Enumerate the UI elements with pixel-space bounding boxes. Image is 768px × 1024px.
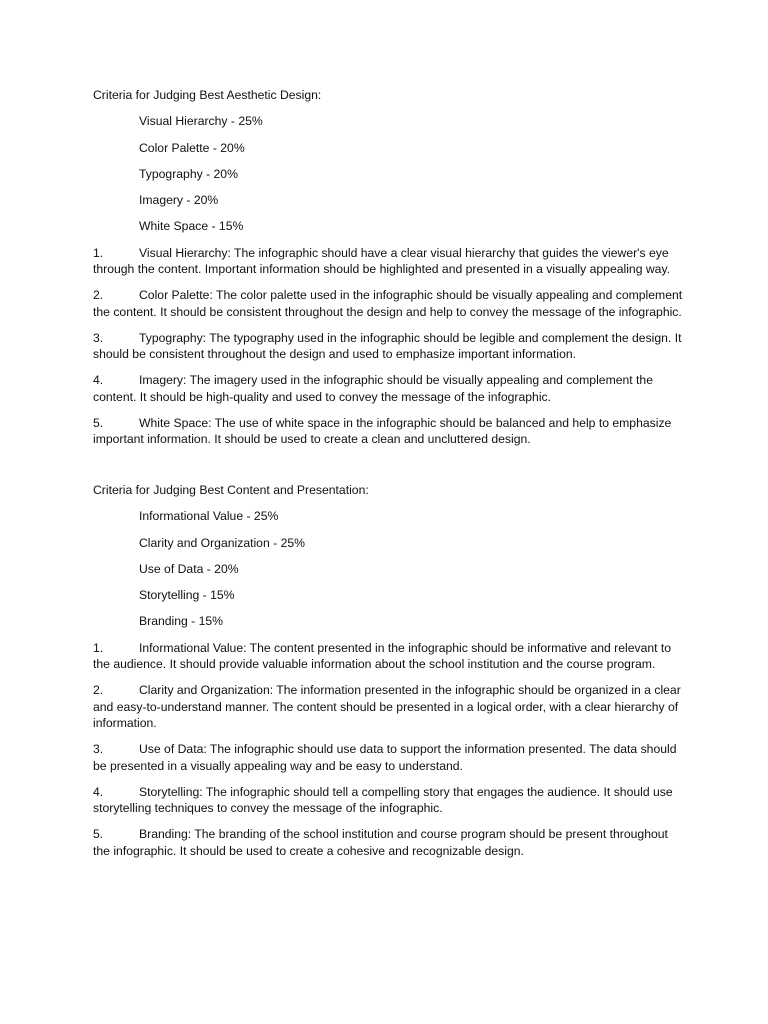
item-number: 1. <box>93 245 104 260</box>
item-text: Imagery: The imagery used in the infographic should be visually appealing and complement the content. It should be high-quality and used to convey the message of the infographic. <box>93 373 653 404</box>
item-number: 5. <box>93 415 104 430</box>
criteria-description-item <box>93 372 685 405</box>
document-page <box>93 87 685 859</box>
item-number: 5. <box>93 827 104 842</box>
criteria-description-item <box>93 287 685 320</box>
item-number: 2. <box>93 683 104 698</box>
item-text: Informational Value: The content presented in the infographic should be informative and relevant to the audience. It should provide valuable information about the school institution and the course program. <box>93 640 672 672</box>
section-spacer <box>93 448 685 482</box>
criteria-weight-item: Storytelling - 15% <box>139 588 235 603</box>
item-number: 4. <box>93 373 104 388</box>
section-heading: Criteria for Judging Best Content and Presentation: <box>93 482 369 497</box>
item-text: Clarity and Organization: The information presented in the infographic should be organized in a clear and easy-to-understand manner. The content should be presented in a logical order, with a clear hierarchy of information. <box>93 683 681 731</box>
item-text: Visual Hierarchy: The infographic should have a clear visual hierarchy that guides the viewer's eye through the content. Important information should be highlighted and presented in a visually appealing way. <box>93 245 671 277</box>
criteria-weight-item: Visual Hierarchy - 25% <box>139 114 263 129</box>
criteria-weight-item: White Space - 15% <box>139 219 244 234</box>
item-number: 3. <box>93 742 104 757</box>
criteria-description-item <box>93 826 685 859</box>
criteria-weight-item: Typography - 20% <box>139 166 238 181</box>
criteria-weight-item: Clarity and Organization - 25% <box>139 535 305 550</box>
item-number: 2. <box>93 288 104 303</box>
item-text: Storytelling: The infographic should tell a compelling story that engages the audience. It should use storytelling techniques to convey the message of the infographic. <box>93 784 673 816</box>
criteria-description-item <box>93 682 685 732</box>
criteria-weight-item: Informational Value - 25% <box>139 509 279 524</box>
criteria-weight-item: Branding - 15% <box>139 614 224 629</box>
item-number: 3. <box>93 330 104 345</box>
section-content-presentation <box>93 482 685 860</box>
criteria-description-item <box>93 640 685 673</box>
item-text: Use of Data: The infographic should use data to support the information presented. The data should be presented in a visually appealing way and be easy to understand. <box>93 742 677 773</box>
criteria-description-item <box>93 245 685 278</box>
criteria-weight-item: Use of Data - 20% <box>139 561 239 576</box>
item-number: 1. <box>93 640 104 655</box>
criteria-weight-item: Imagery - 20% <box>139 193 219 208</box>
item-text: White Space: The use of white space in the infographic should be balanced and help to emphasize important information. It should be used to create a clean and uncluttered design. <box>93 415 672 447</box>
item-text: Typography: The typography used in the infographic should be legible and complement the design. It should be consistent throughout the design and used to emphasize important information. <box>93 330 682 362</box>
criteria-weight-item: Color Palette - 20% <box>139 140 245 155</box>
item-text: Color Palette: The color palette used in the infographic should be visually appealing and complement the content. It should be consistent throughout the design and help to convey the message of the infographic. <box>93 288 683 319</box>
criteria-description-item <box>93 415 685 448</box>
criteria-description-item <box>93 741 685 774</box>
section-heading: Criteria for Judging Best Aesthetic Design: <box>93 88 322 102</box>
item-number: 4. <box>93 784 104 799</box>
item-text: Branding: The branding of the school institution and course program should be present throughout the infographic. It should be used to create a cohesive and recognizable design. <box>93 827 668 858</box>
criteria-description-item <box>93 784 685 817</box>
criteria-description-item <box>93 330 685 363</box>
section-aesthetic-design <box>93 87 685 448</box>
